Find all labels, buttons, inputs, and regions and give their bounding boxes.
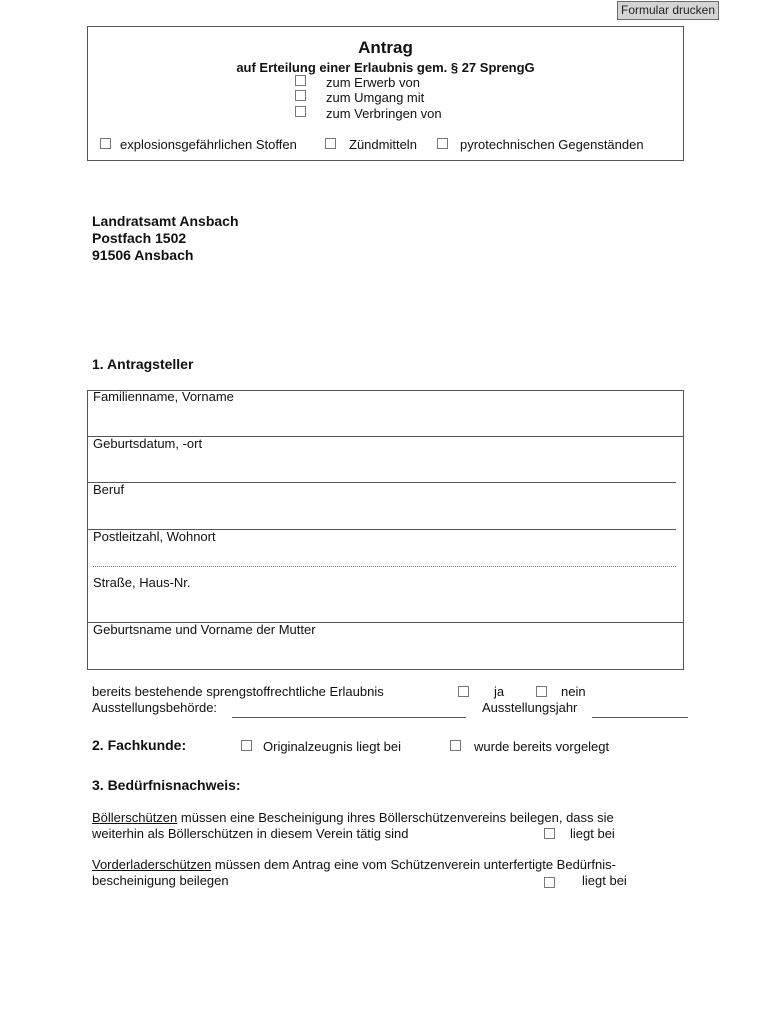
certificate-attached-checkbox[interactable] [241, 740, 252, 751]
address-line-1: Landratsamt Ansbach [92, 213, 239, 229]
permit-yes-checkbox[interactable] [458, 686, 469, 697]
existing-permit-label: bereits bestehende sprengstoffrechtliche Erlaubnis [92, 684, 384, 699]
field-street-input[interactable] [88, 591, 683, 621]
field-name-label: Familienname, Vorname [93, 389, 234, 404]
divider [93, 566, 676, 567]
field-occupation-input[interactable] [88, 498, 676, 526]
vorderlader-term: Vorderladerschützen [92, 857, 212, 872]
boeller-paragraph-line1 [92, 810, 614, 825]
material-detonators-label: Zündmitteln [349, 137, 417, 152]
boeller-attached-checkbox[interactable] [544, 828, 555, 839]
field-city-label: Postleitzahl, Wohnort [93, 529, 216, 544]
field-occupation-label: Beruf [93, 482, 125, 497]
vorderlader-paragraph-line1 [92, 857, 616, 872]
vorderlader-paragraph-line2: bescheinigung beilegen [92, 873, 229, 888]
already-submitted-checkbox[interactable] [450, 740, 461, 751]
boeller-paragraph-line2: weiterhin als Böllerschützen in diesem Verein tätig sind [92, 826, 409, 841]
boeller-attached-label: liegt bei [570, 826, 615, 841]
material-pyrotechnics-label: pyrotechnischen Gegenständen [460, 137, 644, 152]
vorderlader-text: müssen dem Antrag eine vom Schützenverein unterfertigte Bedürfnis- [214, 857, 616, 872]
field-name-input[interactable] [88, 405, 683, 435]
purpose-handle-label: zum Umgang mit [326, 90, 425, 105]
vorderlader-attached-label: liegt bei [582, 873, 627, 888]
permit-yes-label: ja [494, 684, 505, 699]
permit-no-label: nein [561, 684, 586, 699]
purpose-transfer-checkbox[interactable] [295, 106, 306, 117]
address-line-3: 91506 Ansbach [92, 247, 194, 263]
purpose-acquire-checkbox[interactable] [295, 75, 306, 86]
section-3-title: 3. Bedürfnisnachweis: [92, 777, 241, 793]
section-2-title: 2. Fachkunde: [92, 737, 187, 753]
already-submitted-label: wurde bereits vorgelegt [474, 739, 610, 754]
issuing-authority-input[interactable] [232, 717, 466, 718]
material-explosives-label: explosionsgefährlichen Stoffen [120, 137, 297, 152]
field-birth-input[interactable] [88, 452, 676, 480]
purpose-acquire-label: zum Erwerb von [326, 75, 420, 90]
vorderlader-attached-checkbox[interactable] [544, 877, 555, 888]
address-line-2: Postfach 1502 [92, 230, 187, 246]
material-detonators-checkbox[interactable] [325, 138, 336, 149]
form-subtitle: auf Erteilung einer Erlaubnis gem. § 27 SprengG [236, 60, 535, 75]
boeller-text: müssen eine Bescheinigung ihres Böllerschützenvereins beilegen, dass sie [180, 810, 614, 825]
form-title: Antrag [358, 38, 413, 57]
field-street-label: Straße, Haus-Nr. [93, 575, 191, 590]
material-pyrotechnics-checkbox[interactable] [437, 138, 448, 149]
issue-year-input[interactable] [592, 717, 688, 718]
field-city-input[interactable] [88, 545, 676, 565]
print-form-button[interactable]: Formular drucken [617, 1, 719, 20]
field-birth-label: Geburtsdatum, -ort [93, 436, 203, 451]
field-mother-label: Geburtsname und Vorname der Mutter [93, 622, 316, 637]
issue-year-label: Ausstellungsjahr [482, 700, 578, 715]
purpose-transfer-label: zum Verbringen von [326, 106, 442, 121]
divider [88, 482, 676, 483]
section-1-title: 1. Antragsteller [92, 356, 194, 372]
boeller-term: Böllerschützen [92, 810, 178, 825]
material-explosives-checkbox[interactable] [100, 138, 111, 149]
field-mother-input[interactable] [88, 638, 683, 668]
certificate-attached-label: Originalzeugnis liegt bei [263, 739, 402, 754]
issuing-authority-label: Ausstellungsbehörde: [92, 700, 218, 715]
purpose-handle-checkbox[interactable] [295, 90, 306, 101]
permit-no-checkbox[interactable] [536, 686, 547, 697]
